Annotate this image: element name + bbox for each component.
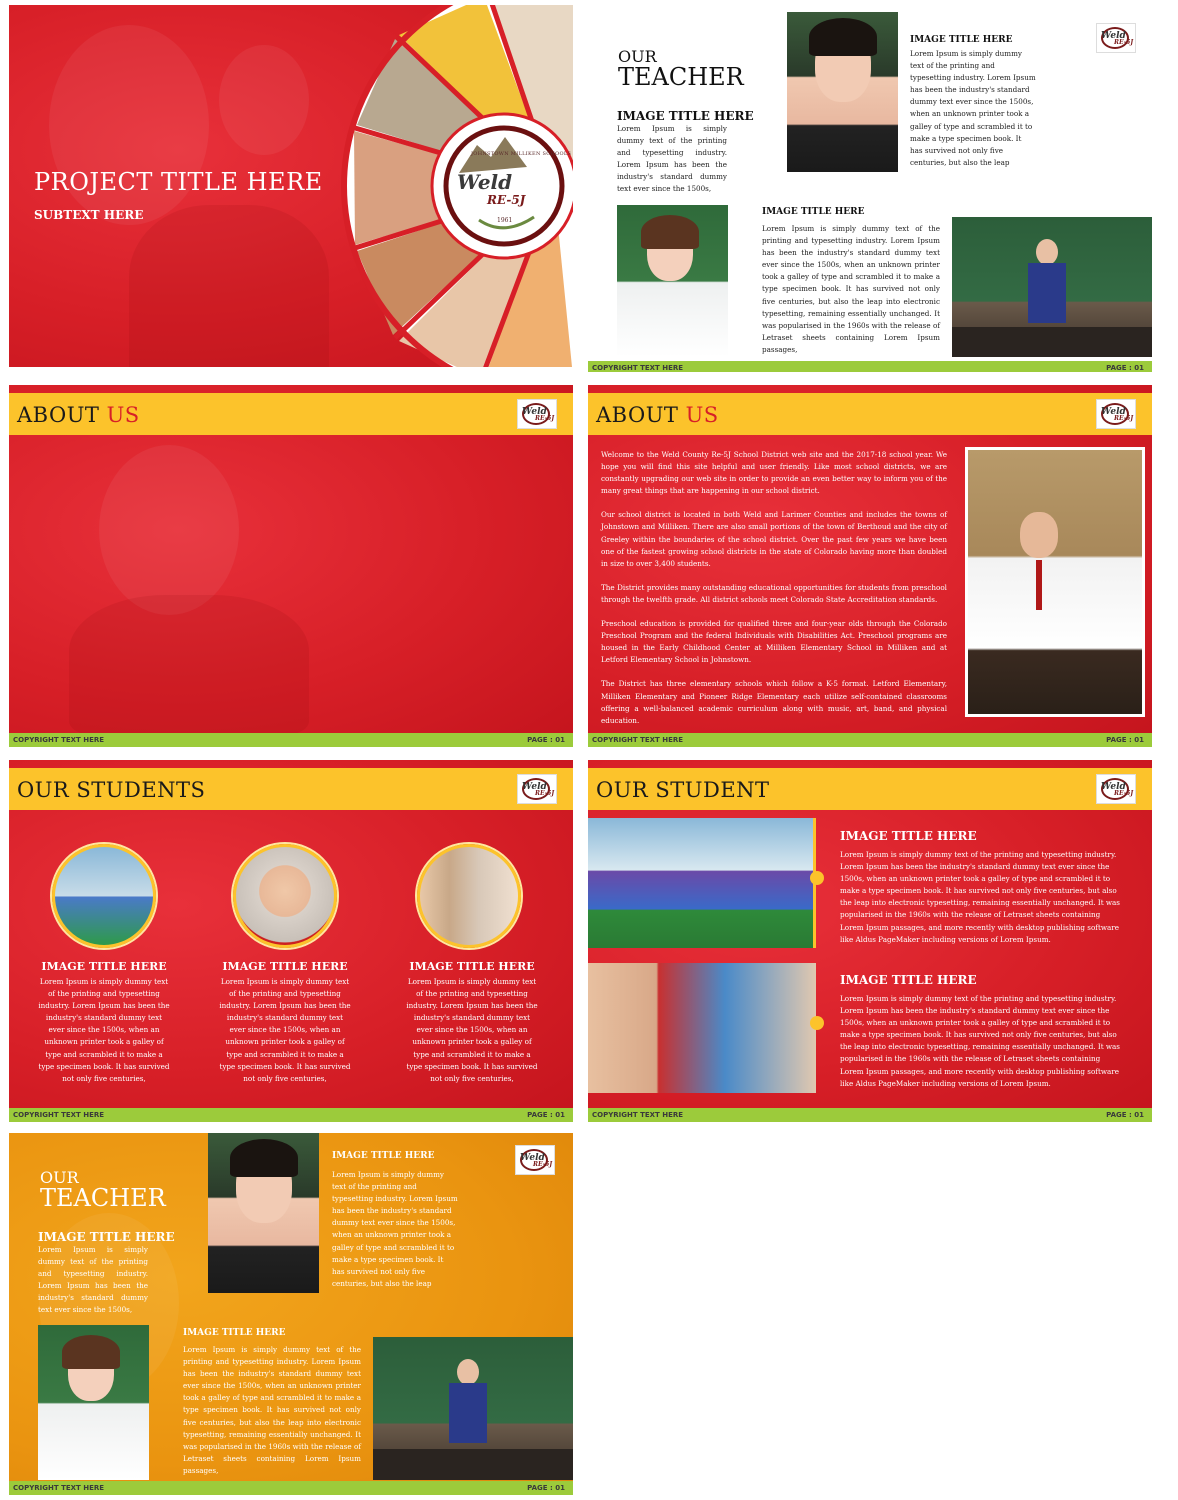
logo-year: 1961	[497, 217, 513, 224]
about-text	[601, 449, 947, 727]
student-item-title: IMAGE TITLE HERE	[409, 960, 535, 973]
footer-bar	[588, 361, 1152, 372]
bg-figure	[219, 45, 309, 155]
weld-logo: Weld RE-5J	[517, 774, 557, 804]
copyright-text: COPYRIGHT TEXT HERE	[13, 736, 105, 744]
block3-title: IMAGE TITLE HERE	[183, 1328, 286, 1338]
footer-bar	[588, 733, 1152, 747]
weld-logo: Weld RE-5J	[1096, 774, 1136, 804]
block3-text: Lorem Ipsum is simply dummy text of the printing and typesetting industry. Lorem Ipsum has been the industry's standard dummy text ever since the 1500s, when an unknown printer took a galley of type and scrambled it to make a type specimen book. It has survived not only five centuries, but also the leap into electronic typesetting, remaining essentially unchanged. It was popularised in the 1960s with the release of Letraset sheets containing Lorem Ipsum passages,	[183, 1345, 361, 1475]
weld-logo: Weld RE-5J	[1096, 399, 1136, 429]
block2-text: Lorem Ipsum is simply dummy text of the printing and typesetting industry. Lorem Ipsum has been the industry's standard dummy text ever since the 1500s, when an unknown printer took a galley of type and scrambled it to make a type specimen book. It has survived not only five centuries, but also the leap	[910, 49, 1036, 167]
item2-title: IMAGE TITLE HERE	[840, 973, 977, 987]
student-item-title: IMAGE TITLE HERE	[222, 960, 348, 973]
student-item-title: IMAGE TITLE HERE	[41, 960, 167, 973]
heading-our: OUR	[618, 47, 657, 66]
students-play-photo	[588, 963, 816, 1093]
copyright-text: COPYRIGHT TEXT HERE	[592, 736, 684, 744]
about-paragraph: The District provides many outstanding educational opportunities for students from preschool through the twelfth grade. All district schools meet Colorado State Accreditation standards.	[601, 582, 947, 604]
student-circle-photo	[233, 844, 337, 948]
copyright-text: COPYRIGHT TEXT HERE	[592, 364, 684, 372]
header-title: ABOUT US	[596, 403, 719, 427]
students-classroom-photo	[588, 818, 816, 948]
teacher-photo-white-blouse	[617, 205, 728, 357]
slide-our-students	[9, 760, 573, 1122]
slide-about-text	[588, 385, 1152, 747]
page-number: PAGE : 01	[1106, 736, 1144, 744]
footer-bar	[9, 1108, 573, 1122]
page-number: PAGE : 01	[1106, 364, 1144, 372]
block1-title: IMAGE TITLE HERE	[617, 109, 754, 123]
weld-logo: Weld RE-5J	[515, 1145, 555, 1175]
student-item-text: Lorem Ipsum is simply dummy text of the printing and typesetting industry. Lorem Ipsum has been the industry's standard dummy text ever since the 1500s, when an unknown printer took a galley of type and scrambled it to make a type specimen book. It has survived not only five centuries,	[219, 977, 351, 1083]
about-paragraph: Our school district is located in both Weld and Larimer Counties and includes the towns of Johnstown and Milliken. There are also small portions of the town of Berthoud and the city of Greeley within the boundaries of the school district. Over the past few years we have been one of the fastest growing school districts in the state of Colorado having more than doubled in size to over 3,400 students.	[601, 510, 947, 568]
header-title: ABOUT US	[17, 403, 140, 427]
student-circle-photo	[52, 844, 156, 948]
footer-bar	[9, 1481, 573, 1495]
header-title: OUR STUDENTS	[17, 778, 206, 802]
heading-teacher: TEACHER	[40, 1184, 166, 1212]
copyright-text: COPYRIGHT TEXT HERE	[13, 1484, 105, 1492]
item2-text: Lorem Ipsum is simply dummy text of the printing and typesetting industry. Lorem Ipsum has been the industry's standard dummy text ever since the 1500s, when an unknown printer took a galley of type and scrambled it to make a type specimen book. It has survived not only five centuries, but also the leap into electronic typesetting, remaining essentially unchanged. It was popularised in the 1960s with the release of Letraset sheets containing Lorem Ipsum passages, and more recently with desktop publishing software like Aldus PageMaker including versions of Lorem Ipsum.	[840, 994, 1120, 1088]
about-paragraph: Welcome to the Weld County Re-5J School District web site and the 2017-18 school year. We hope you will find this site helpful and user friendly. Like most school districts, we are constantly upgrading our web site in order to provide an even better way to inform you of the many great things that are happening in our school district.	[601, 450, 947, 496]
about-paragraph: Preschool education is provided for qualified three and four-year olds through the Colorado Preschool Program and the federal Individuals with Disabilities Act. Preschool programs are housed in the Early Childhood Center at Milliken Elementary School in Milliken and at Letford Elementary School in Johnstown.	[601, 619, 947, 665]
logo-text: Weld	[457, 170, 513, 194]
teacher-classroom-photo	[373, 1337, 573, 1480]
block3-text: Lorem Ipsum is simply dummy text of the printing and typesetting industry. Lorem Ipsum has been the industry's standard dummy text ever since the 1500s, when an unknown printer took a galley of type and scrambled it to make a type specimen book. It has survived not only five centuries, but also the leap into electronic typesetting, remaining essentially unchanged. It was popularised in the 1960s with the release of Letraset sheets containing Lorem Ipsum passages,	[762, 224, 940, 354]
slide-teacher-white	[588, 5, 1152, 372]
item1-title: IMAGE TITLE HERE	[840, 829, 977, 843]
slide-about-blank	[9, 385, 573, 747]
superintendent-photo	[965, 447, 1145, 717]
teacher-photo-white-blouse	[38, 1325, 149, 1480]
block1-text: Lorem Ipsum is simply dummy text of the printing and typesetting industry. Lorem Ipsum has been the industry's standard dummy text ever since the 1500s,	[617, 124, 727, 194]
page-number: PAGE : 01	[527, 736, 565, 744]
student-circle-photo	[417, 844, 521, 948]
bg-figure	[129, 205, 329, 367]
block1-title: IMAGE TITLE HERE	[38, 1230, 175, 1244]
weld-logo: Weld RE-5J	[517, 399, 557, 429]
cover-subtitle: SUBTEXT HERE	[34, 208, 144, 222]
block2-text: Lorem Ipsum is simply dummy text of the printing and typesetting industry. Lorem Ipsum has been the industry's standard dummy text ever since the 1500s, when an unknown printer took a galley of type and scrambled it to make a type specimen book. It has survived not only five centuries, but also the leap	[332, 1170, 458, 1288]
teacher-photo-glasses	[787, 12, 898, 172]
block3-title: IMAGE TITLE HERE	[762, 207, 865, 217]
page-number: PAGE : 01	[1106, 1111, 1144, 1119]
header-bar	[9, 768, 573, 810]
block1-text: Lorem Ipsum is simply dummy text of the printing and typesetting industry. Lorem Ipsum has been the industry's standard dummy text ever since the 1500s,	[38, 1245, 148, 1315]
page-number: PAGE : 01	[527, 1111, 565, 1119]
slide-teacher-orange	[9, 1133, 573, 1495]
copyright-text: COPYRIGHT TEXT HERE	[592, 1111, 684, 1119]
header-bar	[588, 768, 1152, 810]
slide-cover	[9, 5, 573, 367]
weld-logo: Weld RE-5J	[1096, 23, 1136, 53]
page-number: PAGE : 01	[527, 1484, 565, 1492]
heading-teacher: TEACHER	[618, 63, 744, 91]
bg-figure	[69, 595, 309, 735]
header-title: OUR STUDENT	[596, 778, 770, 802]
timeline-dot	[810, 871, 824, 885]
student-item-text: Lorem Ipsum is simply dummy text of the printing and typesetting industry. Lorem Ipsum has been the industry's standard dummy text ever since the 1500s, when an unknown printer took a galley of type and scrambled it to make a type specimen book. It has survived not only five centuries,	[406, 977, 538, 1083]
copyright-text: COPYRIGHT TEXT HERE	[13, 1111, 105, 1119]
header-bar	[588, 393, 1152, 435]
header-bar	[9, 393, 573, 435]
student-item-text: Lorem Ipsum is simply dummy text of the printing and typesetting industry. Lorem Ipsum has been the industry's standard dummy text ever since the 1500s, when an unknown printer took a galley of type and scrambled it to make a type specimen book. It has survived not only five centuries,	[38, 977, 170, 1083]
item1-text: Lorem Ipsum is simply dummy text of the printing and typesetting industry. Lorem Ipsum has been the industry's standard dummy text ever since the 1500s, when an unknown printer took a galley of type and scrambled it to make a type specimen book. It has survived not only five centuries, but also the leap into electronic typesetting, remaining essentially unchanged. It was popularised in the 1960s with the release of Letraset sheets containing Lorem Ipsum passages, and more recently with desktop publishing software like Aldus PageMaker including versions of Lorem Ipsum.	[840, 850, 1120, 944]
block2-title: IMAGE TITLE HERE	[910, 35, 1013, 45]
footer-bar	[9, 733, 573, 747]
bg-figure	[99, 445, 239, 615]
about-paragraph: The District has three elementary schools which follow a K-5 format. Letford Elementary, Milliken Elementary and Pioneer Ridge Elementary each utilize self-contained classrooms offering a well-balanced academic curriculum along with music, art, band, and physical education.	[601, 679, 947, 725]
cover-title: PROJECT TITLE HERE	[34, 168, 323, 196]
slide-our-student	[588, 760, 1152, 1122]
teacher-photo-glasses	[208, 1133, 319, 1293]
logo-sub: RE-5J	[487, 193, 526, 207]
footer-bar	[588, 1108, 1152, 1122]
block2-title: IMAGE TITLE HERE	[332, 1151, 435, 1161]
photo-wheel	[329, 5, 573, 367]
heading-our: OUR	[40, 1168, 79, 1187]
teacher-classroom-photo	[952, 217, 1152, 357]
timeline-dot	[810, 1016, 824, 1030]
logo-ring-text: JOHNSTOWN MILLIKEN SCHOOLS	[471, 151, 572, 157]
